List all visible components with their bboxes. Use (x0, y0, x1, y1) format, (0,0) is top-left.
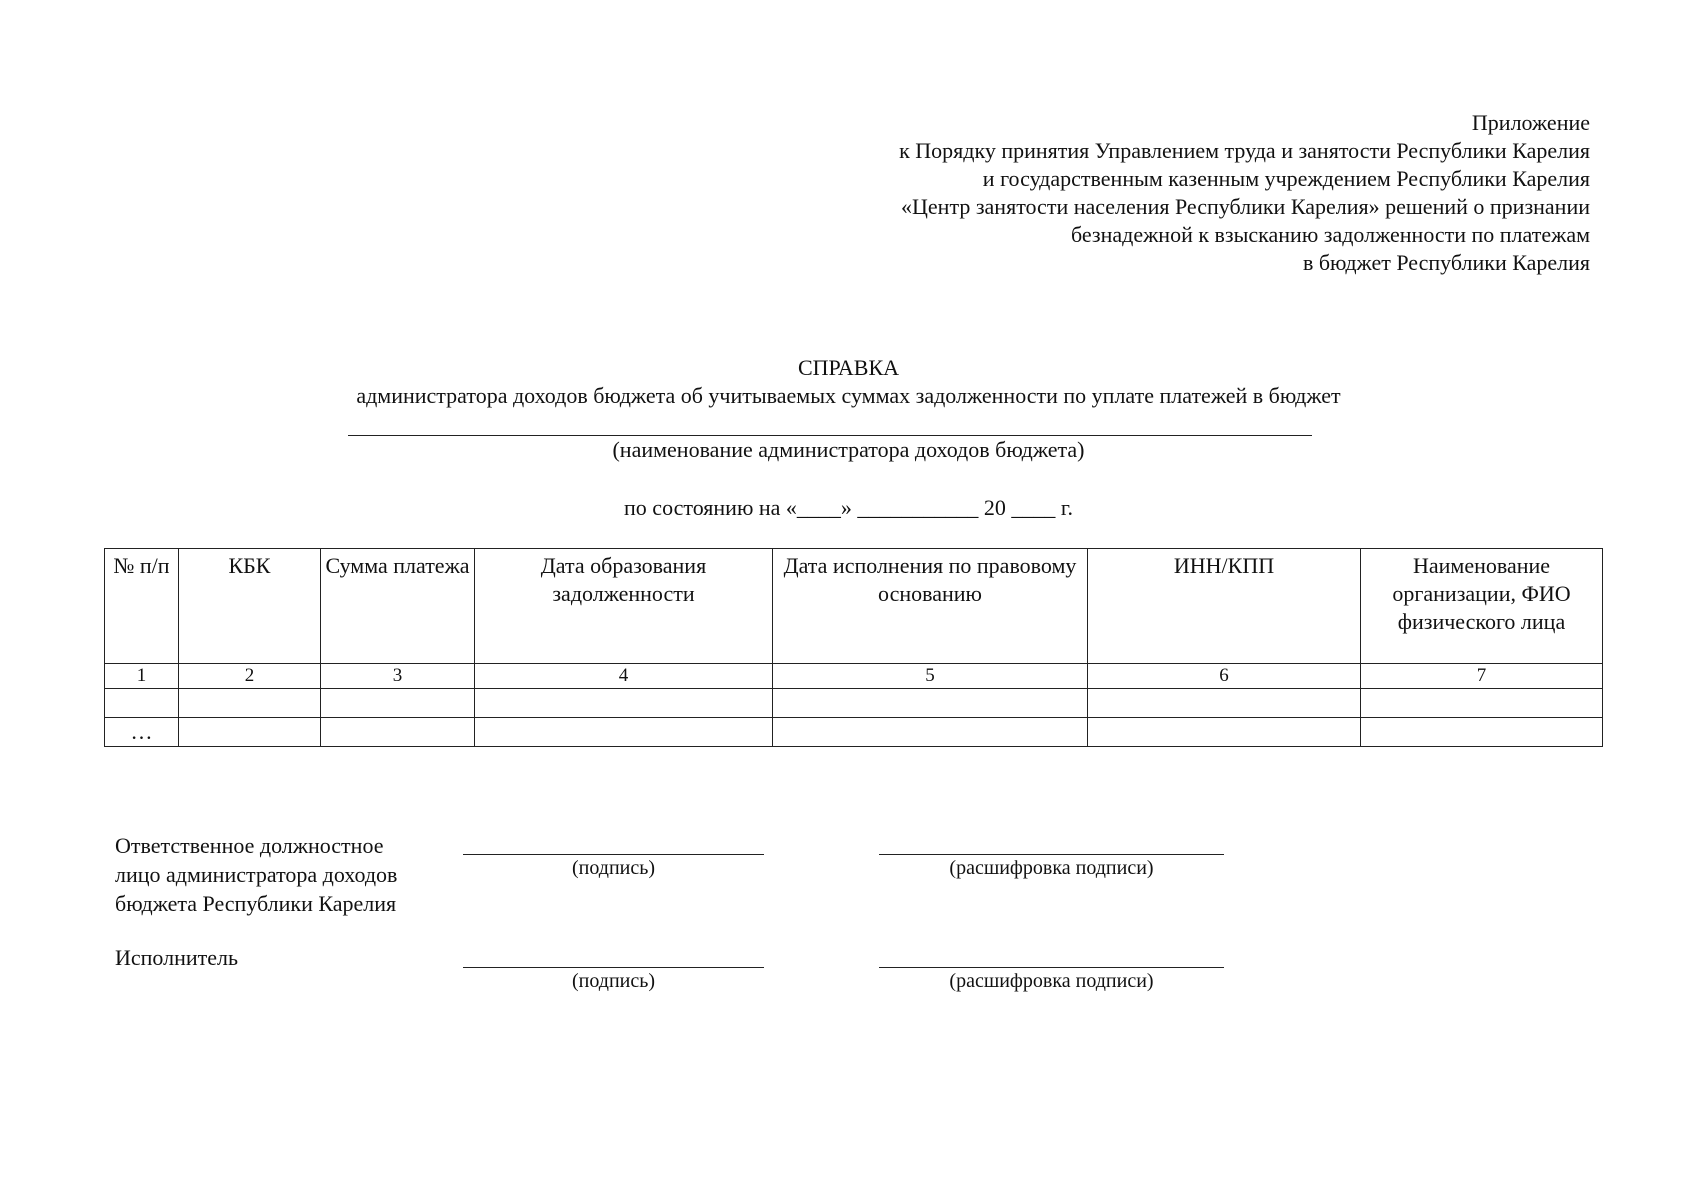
debt-table (104, 548, 1603, 747)
executor-signature-caption: (подпись) (571, 970, 656, 992)
title-subtitle: администратора доходов бюджета об учитываемых суммах задолженности по уплате платежей в бюджет (356, 383, 1341, 408)
administrator-name-caption: (наименование администратора доходов бюджета) (612, 437, 1085, 462)
table-cell (321, 718, 475, 747)
appendix-line: «Центр занятости населения Республики Карелия» решений о признании (901, 194, 1590, 219)
column-number: 3 (321, 664, 475, 689)
responsible-official-label (115, 831, 397, 918)
header-payment-amount: Сумма платежа (321, 549, 475, 664)
executor-label-text: Исполнитель (115, 945, 239, 970)
column-number: 4 (475, 664, 773, 689)
table-cell (321, 689, 475, 718)
appendix-line: Приложение (1471, 110, 1590, 135)
executor-signature-line (463, 967, 764, 968)
responsible-decoding-caption: (расшифровка подписи) (949, 857, 1154, 879)
column-number: 5 (773, 664, 1088, 689)
appendix-line: к Порядку принятия Управлением труда и занятости Республики Карелия (899, 138, 1590, 163)
appendix-line: и государственным казенным учреждением Республики Карелия (982, 166, 1590, 191)
ellipsis-cell: … (105, 718, 179, 747)
column-number: 6 (1088, 664, 1361, 689)
table-row (105, 718, 1603, 747)
header-organization-name: Наименование организации, ФИО физического лица (1361, 549, 1603, 664)
table-cell (179, 689, 321, 718)
executor-decoding-line (879, 967, 1224, 968)
table-cell (475, 689, 773, 718)
executor-label (115, 943, 238, 972)
table-cell (773, 689, 1088, 718)
header-debt-date: Дата образования задолженности (475, 549, 773, 664)
executor-decoding-caption: (расшифровка подписи) (949, 970, 1154, 992)
column-number: 7 (1361, 664, 1603, 689)
title-main: СПРАВКА (797, 355, 900, 380)
column-number: 2 (179, 664, 321, 689)
table-cell (1088, 689, 1361, 718)
column-number: 1 (105, 664, 179, 689)
responsible-signature-line (463, 854, 764, 855)
column-number-row (105, 664, 1603, 689)
table-cell (1088, 718, 1361, 747)
table-header-row (105, 549, 1603, 664)
responsible-label-line: лицо администратора доходов (115, 862, 398, 887)
document-title (0, 354, 1697, 410)
table-row (105, 689, 1603, 718)
appendix-line: в бюджет Республики Карелия (1302, 250, 1590, 275)
header-kbk: КБК (179, 549, 321, 664)
header-inn-kpp: ИНН/КПП (1088, 549, 1361, 664)
appendix-block (899, 109, 1590, 277)
as-of-date: по состоянию на «____» ___________ 20 ____ г. (624, 495, 1073, 520)
table-cell (179, 718, 321, 747)
table-cell (773, 718, 1088, 747)
table-cell (105, 689, 179, 718)
table-cell (1361, 689, 1603, 718)
responsible-decoding-line (879, 854, 1224, 855)
header-number: № п/п (105, 549, 179, 664)
responsible-label-line: Ответственное должностное (115, 833, 384, 858)
table-cell (1361, 718, 1603, 747)
header-due-date: Дата исполнения по правовому основанию (773, 549, 1088, 664)
responsible-signature-caption: (подпись) (571, 857, 656, 879)
table-cell (475, 718, 773, 747)
appendix-line: безнадежной к взысканию задолженности по платежам (1070, 222, 1590, 247)
responsible-label-line: бюджета Республики Карелия (115, 891, 397, 916)
